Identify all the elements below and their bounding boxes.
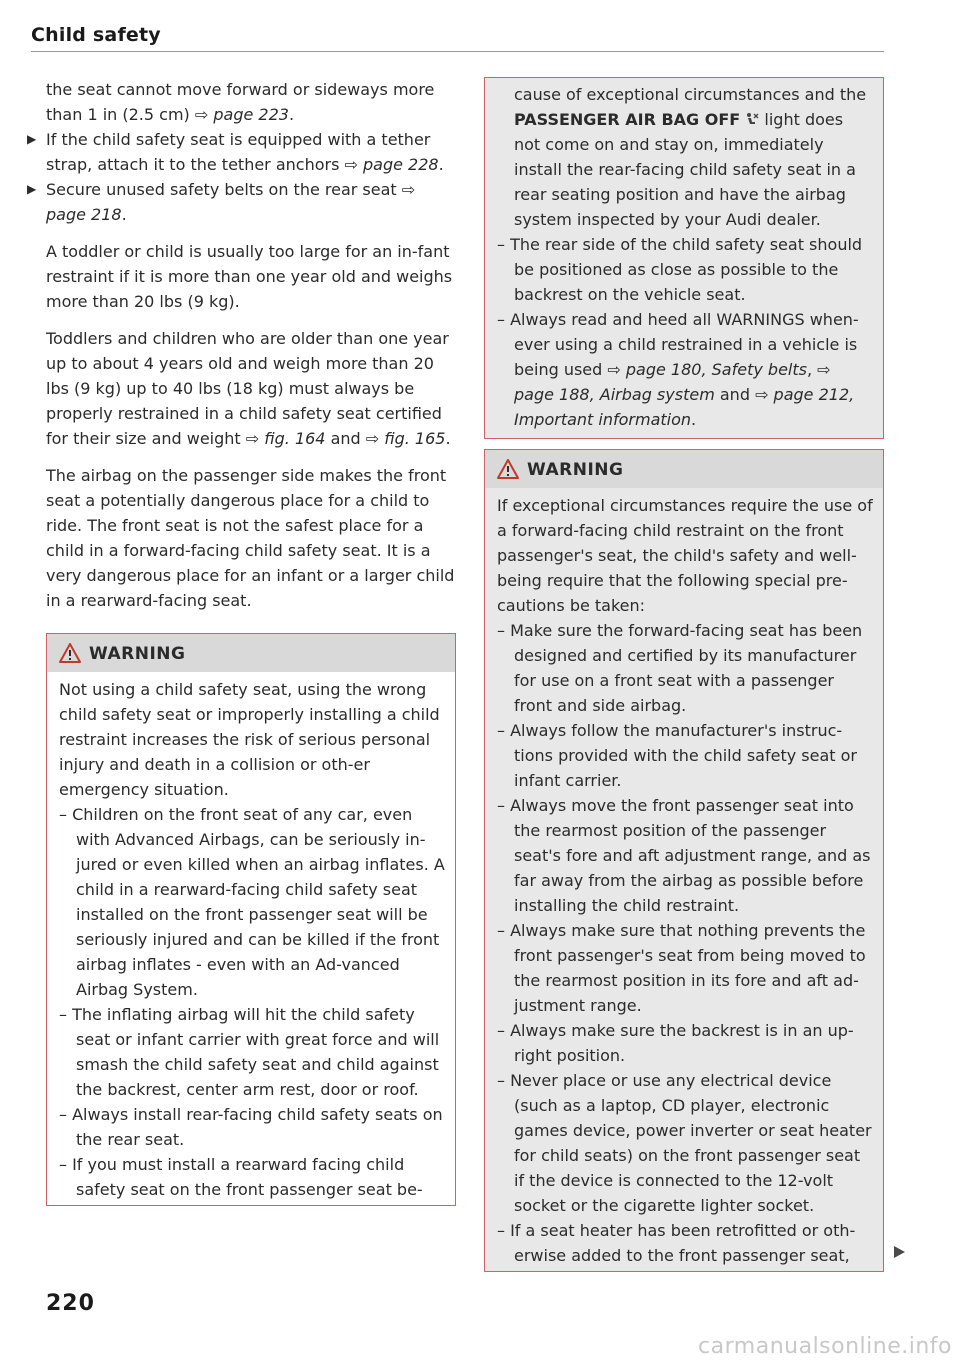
- warning-box: [484, 449, 884, 1272]
- figure-link[interactable]: ⇨ fig. 165: [365, 429, 446, 448]
- warning-item: – If you must install a rearward facing child safety seat on the front passenger seat be-: [59, 1155, 423, 1199]
- header-divider: [31, 51, 884, 52]
- warning-item: – The rear side of the child safety seat should be positioned as close as possible to the backrest on the vehicle seat.: [497, 235, 863, 304]
- warning-item: – Always make sure that nothing prevents the front passenger's seat from being moved to the rearmost position in its fore and aft ad-justment range.: [497, 921, 866, 1015]
- page-link[interactable]: ⇨ page 223: [194, 105, 289, 124]
- paragraph: The airbag on the passenger side makes the front seat a potentially dangerous place for a child to ride. The front seat is not the safest place for a child in a forward-facing child safety seat. It is a very dangerous place for an infant or a larger child in a rearward-facing seat.: [46, 466, 455, 610]
- page-link[interactable]: ⇨ page 228: [344, 155, 439, 174]
- warning-item: – Always install rear-facing child safety seats on the rear seat.: [59, 1105, 443, 1149]
- warning-header: [485, 450, 883, 488]
- warning-continuation: cause of exceptional circumstances and the PASSENGER AIR BAG OFF light does not come on and stay on, immediately install the rear-facing child safety seat in a rear seating position and have the airbag system inspected by your Audi dealer.: [514, 85, 867, 229]
- warning-triangle-icon: [497, 459, 519, 479]
- warning-body: [485, 488, 883, 1271]
- warning-item: – If a seat heater has been retrofitted or oth-erwise added to the front passenger seat,: [497, 1221, 856, 1265]
- right-column: [484, 77, 884, 1272]
- warning-box: [46, 633, 456, 1206]
- warning-item: – Make sure the forward-facing seat has been designed and certified by its manufacturer for use on a front seat with a passenger front and side airbag.: [497, 621, 863, 715]
- warning-title: WARNING: [89, 644, 186, 664]
- paragraph: Toddlers and children who are older than one year up to about 4 years old and weigh more than 20 lbs (9 kg) up to 40 lbs (18 kg) must always be properly restrained in a child safety seat certified for their size and weight ⇨ fig. 164 and ⇨ fig. 165.: [46, 329, 451, 448]
- warning-body: [485, 78, 883, 438]
- figure-link[interactable]: ⇨ fig. 164: [245, 429, 326, 448]
- warning-item: – Children on the front seat of any car, even with Advanced Airbags, can be seriously in-jured or even killed when an airbag inflates. A child in a rearward-facing child safety seat installed on the front passenger seat will be seriously injured and can be killed if the front airbag inflates - even with an Ad-vanced Airbag System.: [59, 805, 445, 999]
- left-column: [27, 77, 456, 1206]
- list-item: ▶ If the child safety seat is equipped with a tether strap, attach it to the tether anchors ⇨ page 228.: [27, 127, 456, 177]
- page-number: 220: [46, 1291, 95, 1316]
- continuation-paragraph: the seat cannot move forward or sideways more than 1 in (2.5 cm) ⇨ page 223.: [46, 80, 435, 124]
- page-link[interactable]: ⇨ page 212, Important information: [514, 385, 855, 429]
- page-link[interactable]: ⇨ page 218: [46, 180, 416, 224]
- warning-item: – Always move the front passenger seat into the rearmost position of the passenger seat's fore and aft adjustment range, and as far away from the airbag as possible before installing the child restraint.: [497, 796, 871, 915]
- warning-header: [47, 634, 455, 672]
- watermark: carmanualsonline.info: [698, 1334, 952, 1359]
- triangle-bullet-icon: ▶: [27, 182, 37, 196]
- list-item: ▶ Secure unused safety belts on the rear seat ⇨ page 218.: [27, 177, 456, 227]
- triangle-bullet-icon: ▶: [27, 132, 37, 146]
- page-link[interactable]: ⇨ page 188, Airbag system: [514, 360, 831, 404]
- warning-intro: Not using a child safety seat, using the wrong child safety seat or improperly installing a child restraint increases the risk of serious personal injury and death in a collision or oth-er emergency situation.: [59, 680, 440, 799]
- continue-arrow-icon: [892, 1245, 906, 1259]
- warning-item: – Never place or use any electrical device (such as a laptop, CD player, electronic games device, power inverter or seat heater for child seats) on the front passenger seat if the device is connected to the 12-volt socket or the cigarette lighter socket.: [497, 1071, 872, 1215]
- warning-title: WARNING: [527, 460, 624, 480]
- page-title: Child safety: [31, 24, 161, 46]
- warning-triangle-icon: [59, 643, 81, 663]
- warning-item: – Always make sure the backrest is in an up-right position.: [497, 1021, 854, 1065]
- warning-box-continued: [484, 77, 884, 439]
- warning-item: – Always read and heed all WARNINGS when-ever using a child restrained in a vehicle is being used ⇨ page 180, Safety belts, ⇨ page 188, Airbag system and ⇨ page 212, Important information.: [497, 310, 859, 429]
- airbag-off-label: PASSENGER AIR BAG OFF: [514, 110, 741, 129]
- paragraph: A toddler or child is usually too large for an in-fant restraint if it is more than one year old and weighs more than 20 lbs (9 kg).: [46, 242, 453, 311]
- passenger-airbag-off-icon: [745, 112, 759, 126]
- warning-intro: If exceptional circumstances require the use of a forward-facing child restraint on the front passenger's seat, the child's safety and well-being require that the following special pre-cautions be taken:: [497, 496, 873, 615]
- page-link[interactable]: ⇨ page 180, Safety belts: [607, 360, 807, 379]
- warning-item: – The inflating airbag will hit the child safety seat or infant carrier with great force and will smash the child safety seat and child against the backrest, center arm rest, door or roof.: [59, 1005, 440, 1099]
- warning-body: [47, 672, 455, 1205]
- warning-item: – Always follow the manufacturer's instruc-tions provided with the child safety seat or infant carrier.: [497, 721, 857, 790]
